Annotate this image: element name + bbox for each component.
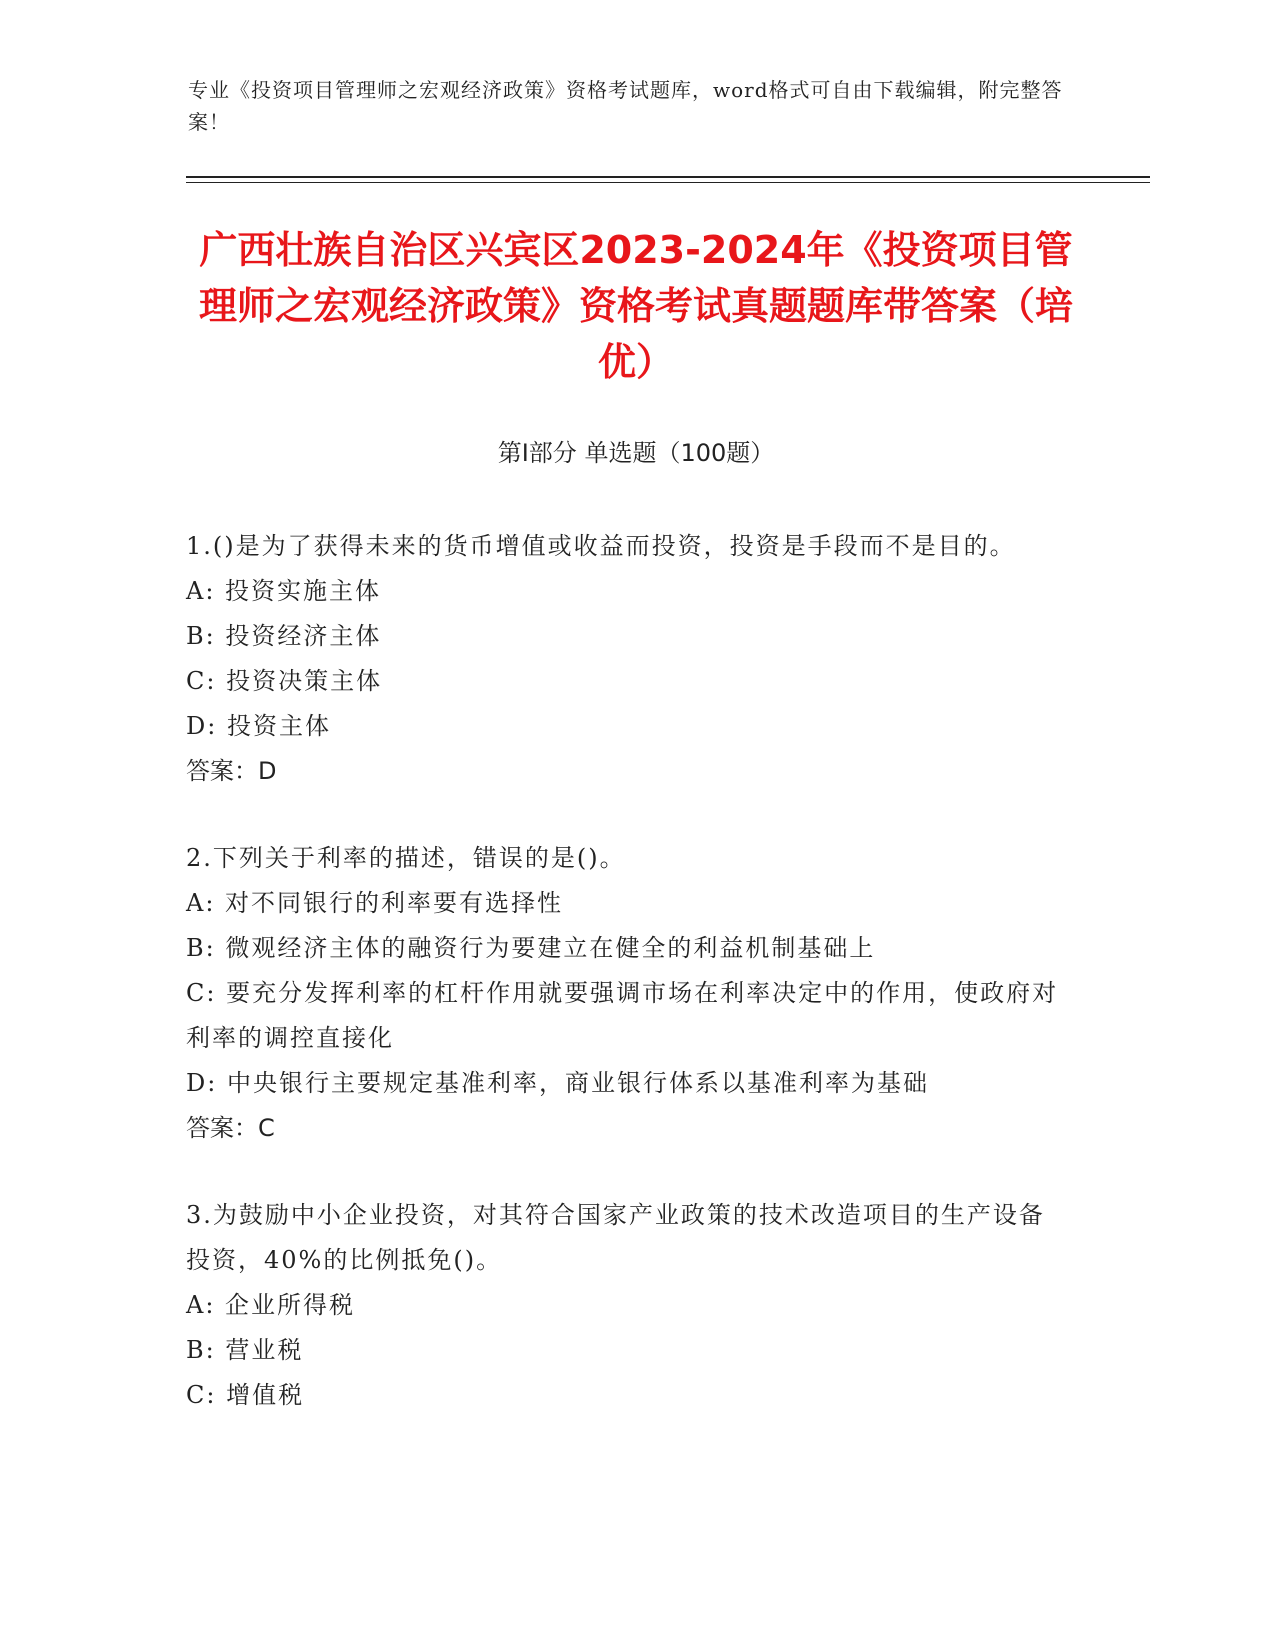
header-rule-thick bbox=[186, 176, 1150, 178]
section-title: 第I部分 单选题（100题） bbox=[497, 439, 775, 467]
option-c: C: 增值税 bbox=[186, 1381, 305, 1409]
option-a: A: 投资实施主体 bbox=[186, 577, 382, 605]
question-3 bbox=[186, 1193, 1066, 1418]
question-stem: 2.下列关于利率的描述，错误的是()。 bbox=[186, 844, 626, 872]
option-c: C: 投资决策主体 bbox=[186, 667, 383, 695]
question-stem: 1.()是为了获得未来的货币增值或收益而投资，投资是手段而不是目的。 bbox=[186, 532, 1016, 560]
option-d: D: 投资主体 bbox=[186, 712, 331, 740]
question-1 bbox=[186, 524, 1066, 794]
header-note: 专业《投资项目管理师之宏观经济政策》资格考试题库，word格式可自由下载编辑，附完整答案！ bbox=[188, 78, 1063, 134]
header-rule-thin bbox=[186, 182, 1150, 183]
option-d: D: 中央银行主要规定基准利率，商业银行体系以基准利率为基础 bbox=[186, 1069, 929, 1097]
answer: 答案：D bbox=[186, 757, 277, 785]
document-title: 广西壮族自治区兴宾区2023-2024年《投资项目管理师之宏观经济政策》资格考试真题题库带答案（培优） bbox=[198, 228, 1073, 384]
question-list bbox=[186, 524, 1066, 1460]
option-a: A: 企业所得税 bbox=[186, 1291, 356, 1319]
option-b: B: 营业税 bbox=[186, 1336, 304, 1364]
option-c: C: 要充分发挥利率的杠杆作用就要强调市场在利率决定中的作用，使政府对利率的调控直接化 bbox=[186, 979, 1059, 1052]
option-b: B: 微观经济主体的融资行为要建立在健全的利益机制基础上 bbox=[186, 934, 876, 962]
question-2 bbox=[186, 836, 1066, 1151]
option-a: A: 对不同银行的利率要有选择性 bbox=[186, 889, 564, 917]
answer: 答案：C bbox=[186, 1114, 275, 1142]
option-b: B: 投资经济主体 bbox=[186, 622, 382, 650]
question-stem: 3.为鼓励中小企业投资，对其符合国家产业政策的技术改造项目的生产设备投资，40%的比例抵免()。 bbox=[186, 1201, 1045, 1274]
